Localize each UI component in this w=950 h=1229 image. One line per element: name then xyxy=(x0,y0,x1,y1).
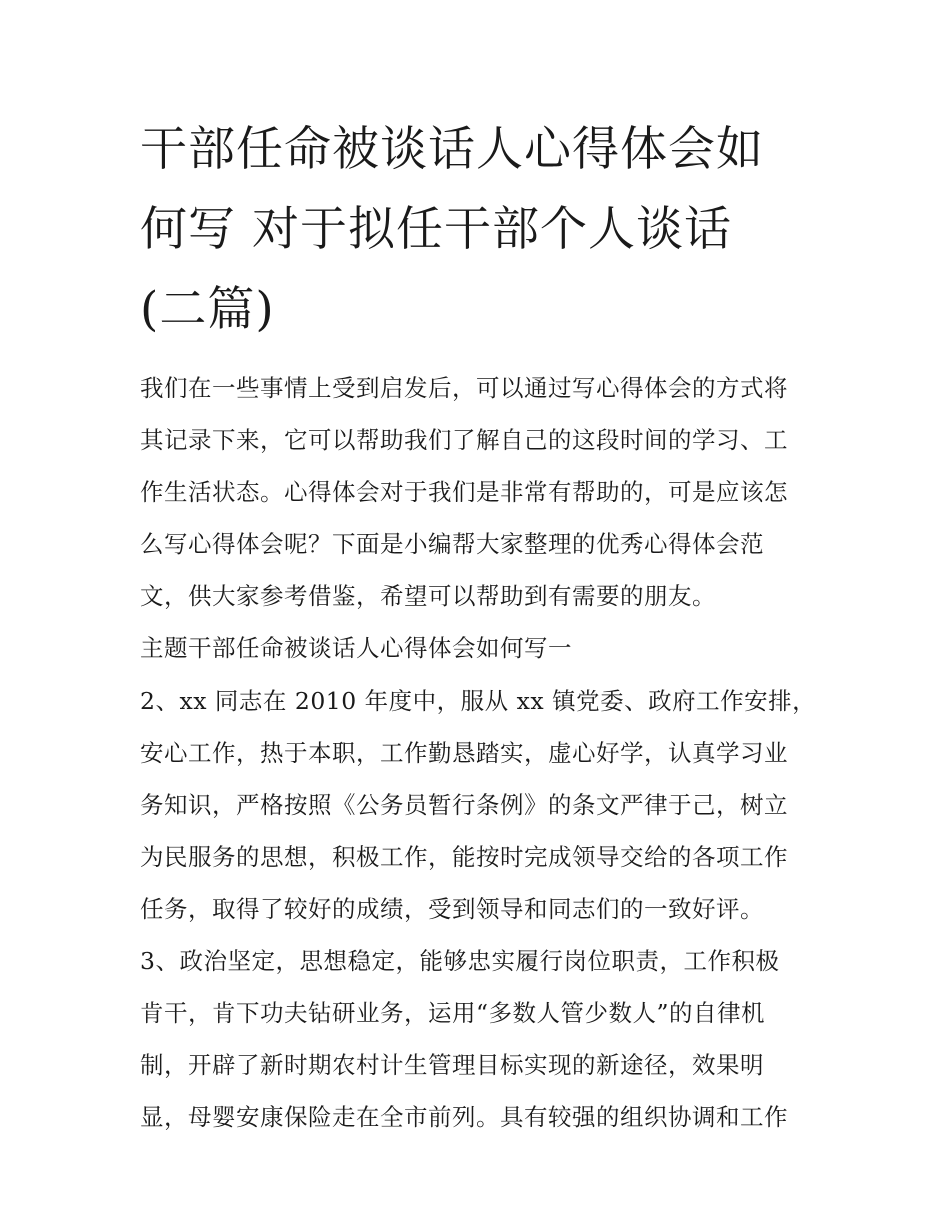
item-2-paragraph xyxy=(140,675,820,935)
text-line: 作生活状态。心得体会对于我们是非常有帮助的，可是应该怎 xyxy=(140,478,788,507)
subtitle-line: 主题干部任命被谈话人心得体会如何写一 xyxy=(140,634,572,663)
text-line: 3、政治坚定，思想稳定，能够忠实履行岗位职责，工作积极 xyxy=(140,947,780,976)
section-subtitle xyxy=(140,622,820,674)
text-line: 务知识，严格按照《公务员暂行条例》的条文严律于己，树立 xyxy=(140,790,788,819)
title-line: 何写 对于拟任干部个人谈话 xyxy=(140,202,732,257)
text-line: 制，开辟了新时期农村计生管理目标实现的新途径，效果明 xyxy=(140,1051,764,1080)
text-line: 2、xx 同志在 2010 年度中，服从 xx 镇党委、政府工作安排， xyxy=(140,686,817,715)
document-title xyxy=(140,110,820,350)
document-page xyxy=(140,110,820,1143)
text-line: 任务，取得了较好的成绩，受到领导和同志们的一致好评。 xyxy=(140,894,764,923)
text-line: 肯干，肯下功夫钻研业务，运用“多数人管少数人”的自律机 xyxy=(140,999,766,1028)
text-line: 显，母婴安康保险走在全市前列。具有较强的组织协调和工作 xyxy=(140,1103,788,1132)
document-body xyxy=(140,362,820,1143)
text-line: 我们在一些事情上受到启发后，可以通过写心得体会的方式将 xyxy=(140,374,788,402)
text-line: 文，供大家参考借鉴，希望可以帮助到有需要的朋友。 xyxy=(140,582,716,611)
title-line: (二篇) xyxy=(140,282,275,337)
title-line: 干部任命被谈话人心得体会如 xyxy=(140,122,764,177)
text-line: 么写心得体会呢？下面是小编帮大家整理的优秀心得体会范 xyxy=(140,530,764,559)
item-3-paragraph xyxy=(140,935,820,1143)
text-line: 为民服务的思想，积极工作，能按时完成领导交给的各项工作 xyxy=(140,842,788,871)
intro-paragraph xyxy=(140,362,820,622)
text-line: 安心工作，热于本职，工作勤恳踏实，虚心好学，认真学习业 xyxy=(140,738,788,767)
text-line: 其记录下来，它可以帮助我们了解自己的这段时间的学习、工 xyxy=(140,426,788,455)
